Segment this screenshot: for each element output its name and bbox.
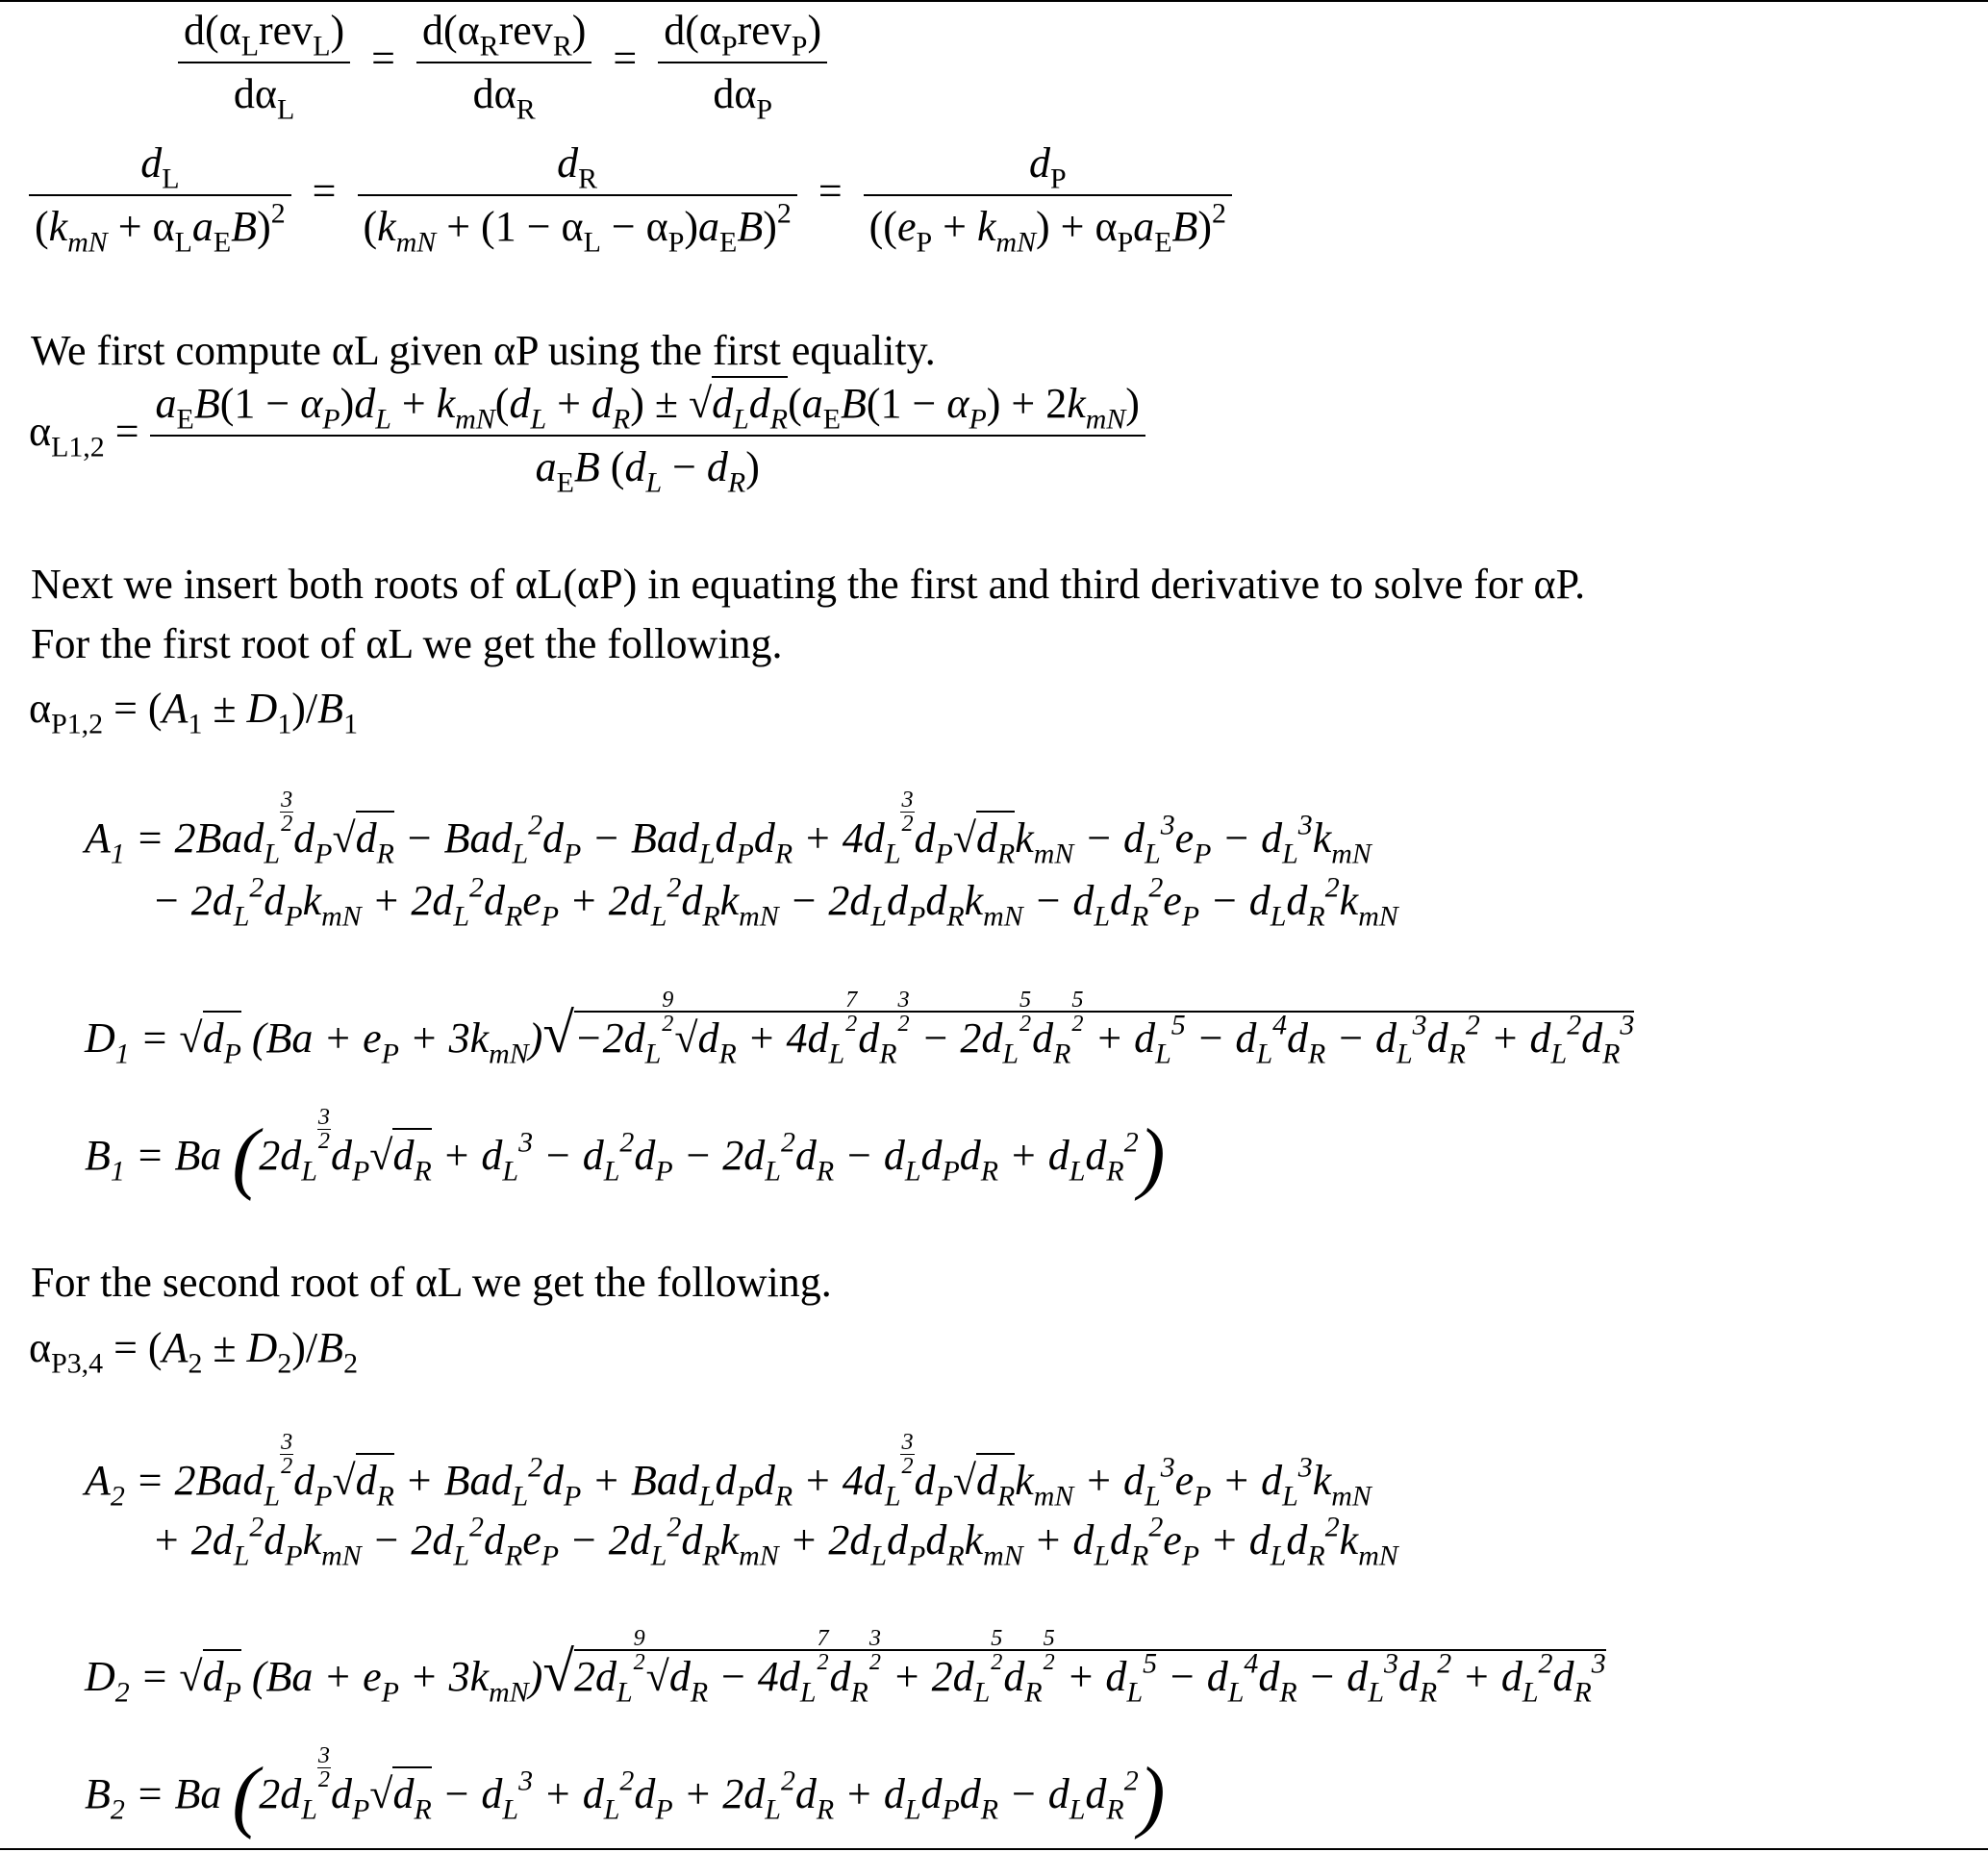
text-step-1: We first compute αL given αP using the first equality. (31, 327, 936, 374)
equation-equilibrium: $\frac{d_L}{(k_{mN} + \alpha_La_EB)^2}$ = $\frac{d_R}{(k_{mN} + (1 - \alpha_L - \alpha_P)a_EB)^2}$ = $\frac{d_P}{((e_P + k_{mN}) + \alpha_Pa_EB)^2}$ (29, 142, 1232, 248)
text-step-2a: Next we insert both roots of αL(αP) in equating the first and third derivative to solve for αP. (31, 561, 1586, 608)
equation-A1-line2: − $2d_L^2d_Pk_{mN} + 2d_L^2d_Re_P + 2d_L^2d_Rk_{mN} - 2d_Ld_Pd_Rk_{mN} - d_Ld_R^2e_P - d_Ld_R^2k_{mN}$ (152, 871, 1398, 933)
equation-A2-line1: $A_2 = 2Bad_L$ $\frac{3}{2}$ $d_P√d_R + Bad_L^2d_P + Bad_Ld_Pd_R + 4d_L$ $\frac{3}{2}$ $d_P√d_Rk_{mN} + d_L^3e_P + d_L^3k_{mN}$ (85, 1429, 1371, 1513)
bottom-rule (0, 1848, 1988, 1850)
equation-D2: $D_2 = √d_P$ $(Ba + e_P + 3k_{mN})√2d_L$ $\frac{9}{2}$ $√d_R - 4d_L$ $\frac{7}{2}$ $d_R$ $\frac{3}{2}$ + $2d_L$ $\frac{5}{2}$ $d_R$ $\frac{5}{2}$ + $d_L^5 - d_L^4d_R - d_L^3d_R^2 + d_L^2d_R^3$ (85, 1625, 1606, 1709)
equation-B2: $B_2 = Ba$ ($2d_L$ $\frac{3}{2}$ $d_P√d_R - d_L^3 + d_L^2d_P + 2d_L^2d_R + d_Ld_Pd_R - d_Ld_R^2$) (85, 1742, 1166, 1841)
equation-alphaL-roots: $\alpha_{L1,2}$ = $\frac{a_EB(1 - \alpha_P)d_L + k_{mN}(d_L + d_R) \pm √d_Ld_R(a_EB(1 - \alpha_P) + 2k_{mN})}{a_EB (d_L - d_R)}$ (29, 383, 1145, 488)
equation-D1: $D_1 = √d_P$ $(Ba + e_P + 3k_{mN})√-2d_L$ $\frac{9}{2}$ $√d_R + 4d_L$ $\frac{7}{2}$ $d_R$ $\frac{3}{2}$ − $2d_L$ $\frac{5}{2}$ $d_R$ $\frac{5}{2}$ + $d_L^5 - d_L^4d_R - d_L^3d_R^2 + d_L^2d_R^3$ (85, 987, 1635, 1070)
text-step-3: For the second root of αL we get the following. (31, 1259, 832, 1306)
equation-alphaP-34: $\alpha_{P3,4} = (A_2 \pm D_2)/B_2$ (29, 1324, 359, 1380)
equation-A2-line2: + $2d_L^2d_Pk_{mN} - 2d_L^2d_Re_P - 2d_L^2d_Rk_{mN} + 2d_Ld_Pd_Rk_{mN} + d_Ld_R^2e_P + d_Ld_R^2k_{mN}$ (152, 1511, 1398, 1572)
equation-alphaP-12: $\alpha_{P1,2} = (A_1 \pm D_1)/B_1$ (29, 685, 359, 740)
equation-B1: $B_1 = Ba$ ($2d_L$ $\frac{3}{2}$ $d_P√d_R + d_L^3 - d_L^2d_P - 2d_L^2d_R - d_Ld_Pd_R + d_Ld_R^2$) (85, 1104, 1166, 1203)
top-rule (0, 0, 1988, 2)
equation-marginal-revenue: $\frac{d(\alpha_Lrev_L)}{d\alpha_L}$ = $\frac{d(\alpha_Rrev_R)}{d\alpha_R}$ = $\frac{d(\alpha_Prev_P)}{d\alpha_P}$ (178, 10, 827, 115)
text-step-2b: For the first root of αL we get the following. (31, 620, 783, 667)
equation-A1-line1: $A_1 = 2Bad_L$ $\frac{3}{2}$ $d_P√d_R - Bad_L^2d_P - Bad_Ld_Pd_R + 4d_L$ $\frac{3}{2}$ $d_P√d_Rk_{mN} - d_L^3e_P - d_L^3k_{mN}$ (85, 787, 1371, 870)
